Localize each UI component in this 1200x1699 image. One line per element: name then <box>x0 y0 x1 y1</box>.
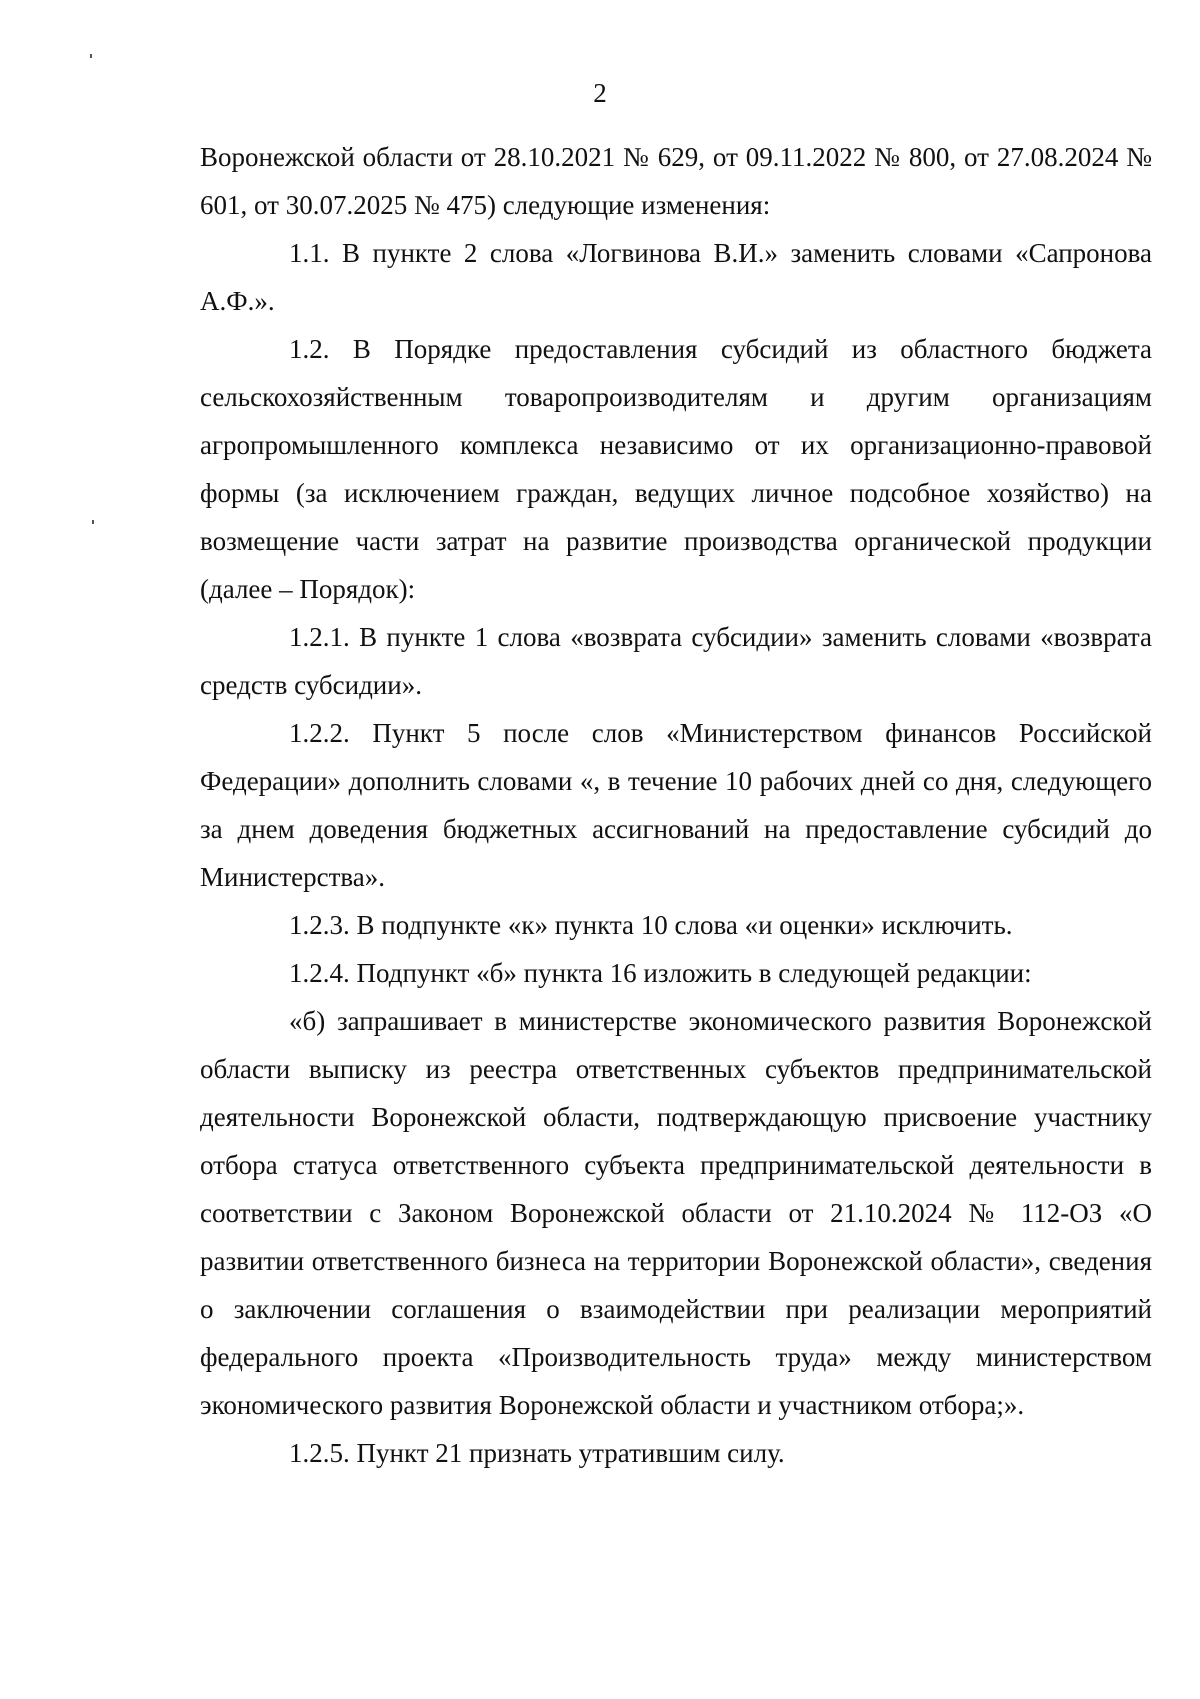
paragraph-1-2-3: 1.2.3. В подпункте «к» пункта 10 слова «и оценки» исключить. <box>289 910 1013 940</box>
paragraph-1-2-4: 1.2.4. Подпункт «б» пункта 16 изложить в следующей редакции: <box>289 958 1032 988</box>
scan-speck <box>92 520 94 524</box>
scan-speck <box>90 54 92 58</box>
paragraph-1-2-5: 1.2.5. Пункт 21 признать утратившим силу. <box>289 1438 785 1468</box>
paragraph-1-2: 1.2. В Порядке предоставления субсидий из областного бюджета сельскохозяйственным товаропроизводителям и другим организациям агропромышленного комплекса независимо от их организационно-правовой формы (за исключением граждан, ведущих личное подсобное хозяйство) на возмещение части затрат на развитие производства органической продукции (далее – Порядок): <box>200 334 1152 604</box>
paragraph-1-1: 1.1. В пункте 2 слова «Логвинова В.И.» заменить словами «Сапронова А.Ф.». <box>200 238 1152 316</box>
page-number: 2 <box>593 78 607 108</box>
paragraph-1-2-1: 1.2.1. В пункте 1 слова «возврата субсидии» заменить словами «возврата средств субсидии». <box>200 622 1152 700</box>
paragraph-continuation: Воронежской области от 28.10.2021 № 629, от 09.11.2022 № 800, от 27.08.2024 № 601, от 30.07.2025 № 475) следующие изменения: <box>200 142 1152 220</box>
paragraph-1-2-2: 1.2.2. Пункт 5 после слов «Министерством финансов Российской Федерации» дополнить словами «, в течение 10 рабочих дней со дня, следующего за днем доведения бюджетных ассигнований на предоставление субсидий до Министерства». <box>200 718 1152 892</box>
document-body <box>200 133 1152 1477</box>
paragraph-subclause-b: «б) запрашивает в министерстве экономического развития Воронежской области выписку из реестра ответственных субъектов предпринимательской деятельности Воронежской области, подтверждающую присвоение участнику отбора статуса ответственного субъекта предпринимательской деятельности в соответствии с Законом Воронежской области от 21.10.2024 № 112-ОЗ «О развитии ответственного бизнеса на территории Воронежской области», сведения о заключении соглашения о взаимодействии при реализации мероприятий федерального проекта «Производительность труда» между министерством экономического развития Воронежской области и участником отбора;». <box>200 1006 1152 1420</box>
